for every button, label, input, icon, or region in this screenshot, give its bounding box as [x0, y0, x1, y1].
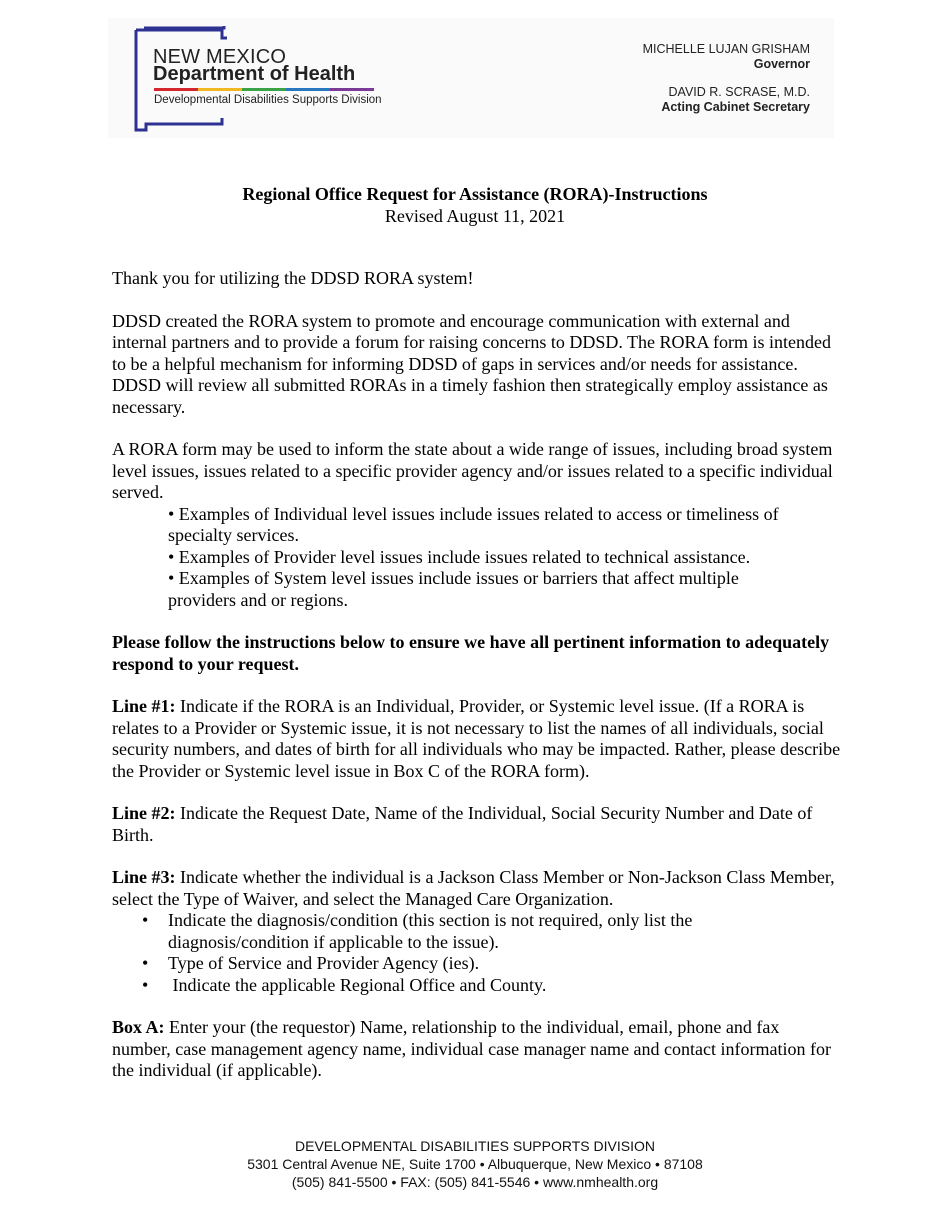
line3-bullets: [112, 910, 842, 996]
list-item: • Type of Service and Provider Agency (ies).: [142, 953, 480, 973]
line1-paragraph: [112, 696, 842, 782]
officials-block: [643, 42, 810, 115]
revised-date: Revised August 11, 2021: [384, 206, 566, 226]
line1-label: Line #1:: [112, 696, 176, 716]
list-item: • Indicate the applicable Regional Office and County.: [142, 974, 547, 995]
logo-color-bar: [154, 88, 374, 91]
footer-address: 5301 Central Avenue NE, Suite 1700 • Albuquerque, New Mexico • 87108: [247, 1156, 703, 1172]
page-footer: [0, 1137, 950, 1191]
scope-paragraph: A RORA form may be used to inform the state about a wide range of issues, including broad system level issues, issues related to a specific provider agency and/or issues related to a specific individual served.: [112, 439, 833, 502]
governor-name: MICHELLE LUJAN GRISHAM: [642, 42, 810, 56]
logo-line-division: Developmental Disabilities Supports Division: [154, 94, 382, 106]
instructions-heading: Please follow the instructions below to ensure we have all pertinent information to adequately respond to your request.: [112, 632, 830, 674]
letterhead: [108, 18, 834, 138]
intro-paragraph: DDSD created the RORA system to promote and encourage communication with external and internal partners and to provide a forum for raising concerns to DDSD. The RORA form is intended to be a helpful mechanism for informing DDSD of gaps in services and/or needs for assistance. DDSD will review all submitted RORAs in a timely fashion then strategically employ assistance as necessary.: [112, 310, 832, 417]
line2-label: Line #2:: [112, 803, 176, 823]
logo-line-new-mexico: NEW MEXICO: [153, 46, 287, 68]
list-item: • Examples of Provider level issues include issues related to technical assistance.: [168, 546, 751, 567]
document-title-block: [0, 183, 950, 227]
footer-contact: (505) 841-5500 • FAX: (505) 841-5546 • www.nmhealth.org: [291, 1174, 659, 1190]
line2-text: Indicate the Request Date, Name of the Individual, Social Security Number and Date of Birth.: [112, 803, 813, 845]
line1-text: Indicate if the RORA is an Individual, Provider, or Systemic level issue. (If a RORA is relates to a Provider or Systemic issue, it is not necessary to list the names of all individuals, social security numbers, and dates of birth for all individuals who may be impacted. Rather, please describe the Provider or Systemic level issue in Box C of the RORA form).: [112, 696, 841, 781]
bullet-mark: •: [142, 974, 149, 995]
logo-line-department: Department of Health: [153, 63, 356, 85]
governor-title: Governor: [753, 57, 810, 71]
document-body: [112, 268, 842, 1103]
footer-division: DEVELOPMENTAL DISABILITIES SUPPORTS DIVISION: [295, 1138, 655, 1154]
list-item: • Indicate the diagnosis/condition (this section is not required, only list the diagnosis/condition if applicable to the issue).: [142, 910, 693, 952]
list-item: • Examples of System level issues include issues or barriers that affect multiple providers and or regions.: [168, 568, 739, 610]
boxa-label: Box A:: [112, 1017, 165, 1037]
boxa-paragraph: [112, 1017, 842, 1082]
thanks-paragraph: Thank you for utilizing the DDSD RORA system!: [112, 268, 474, 288]
line3-text: Indicate whether the individual is a Jackson Class Member or Non-Jackson Class Member, select the Type of Waiver, and select the Managed Care Organization.: [112, 867, 835, 909]
line3-paragraph: [112, 867, 842, 910]
boxa-text: Enter your (the requestor) Name, relationship to the individual, email, phone and fax number, case management agency name, individual case manager name and contact information for the individual (if applicable).: [112, 1017, 831, 1080]
examples-list: [112, 504, 842, 612]
secretary-name: DAVID R. SCRASE, M.D.: [668, 85, 810, 99]
document-title: Regional Office Request for Assistance (RORA)-Instructions: [242, 184, 708, 204]
secretary-title: Acting Cabinet Secretary: [661, 100, 810, 114]
line3-label: Line #3:: [112, 867, 176, 887]
line2-paragraph: [112, 803, 842, 846]
bullet-mark: •: [142, 910, 149, 930]
bullet-mark: •: [142, 953, 149, 973]
list-item: • Examples of Individual level issues include issues related to access or timeliness of specialty services.: [168, 503, 779, 545]
